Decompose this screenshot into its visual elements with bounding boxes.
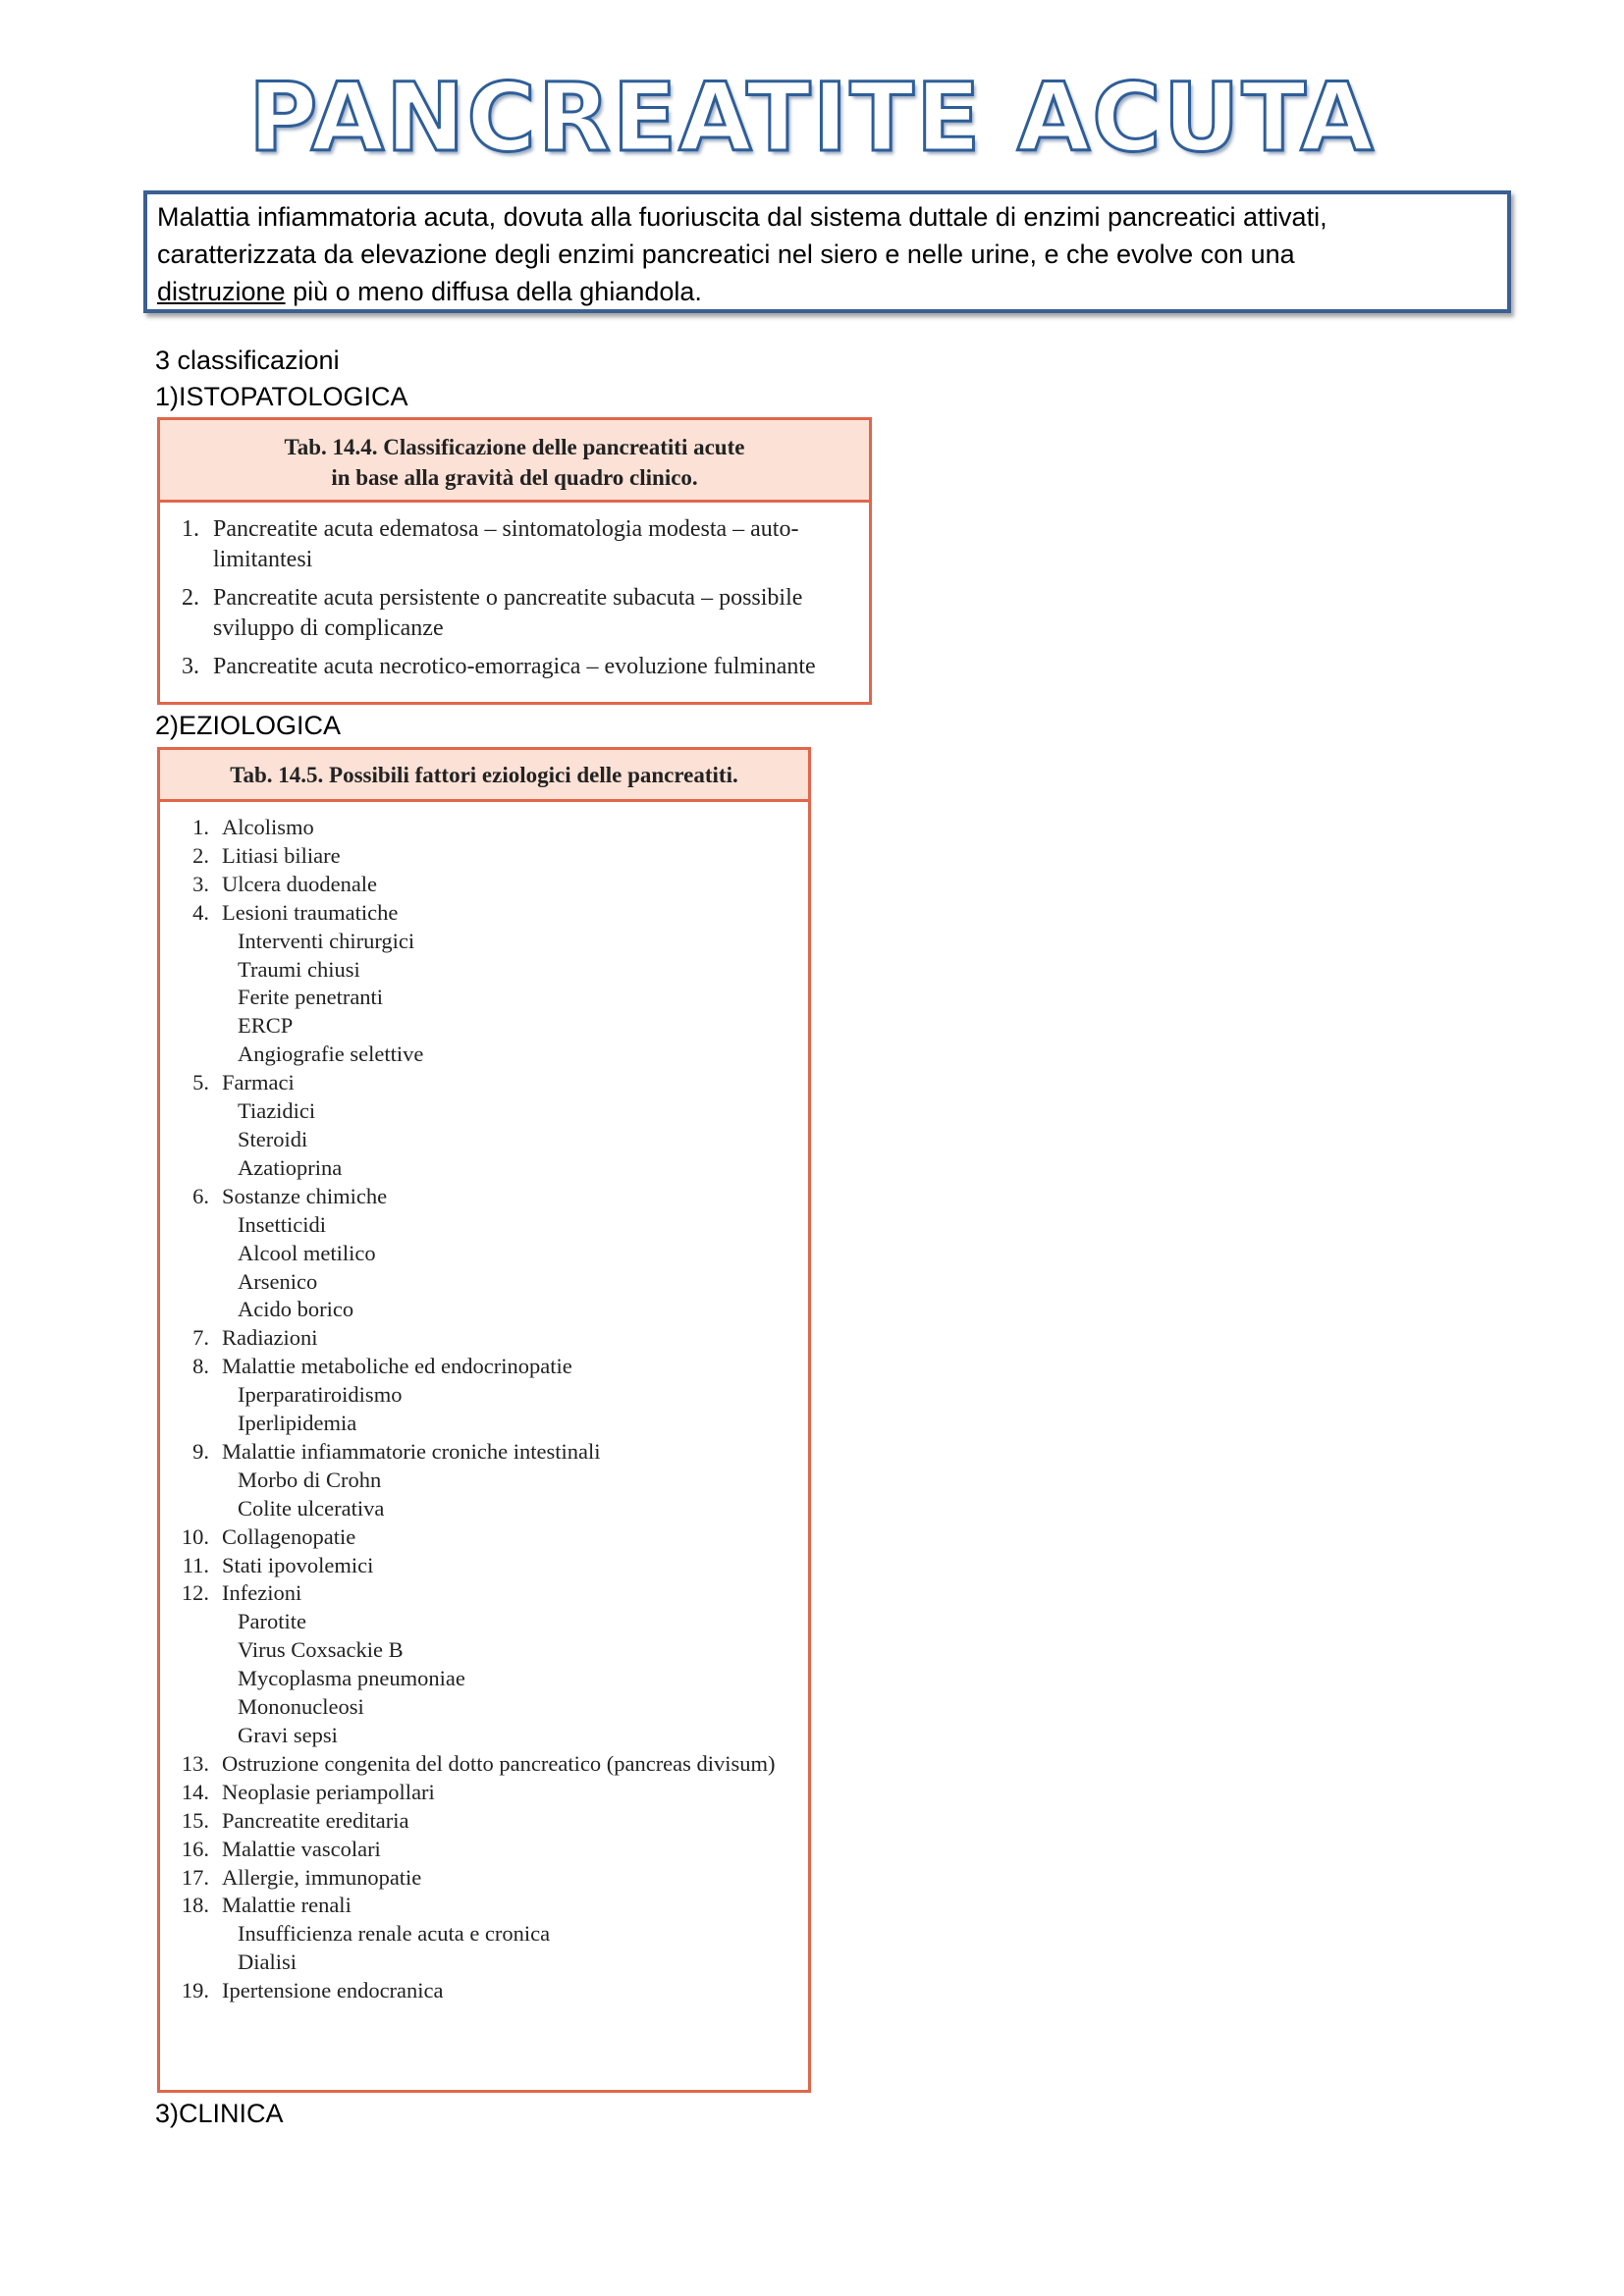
table2-item-label: Stati ipovolemici bbox=[222, 1552, 374, 1577]
table1-item-text: Pancreatite acuta persistente o pancreatite subacuta – possibile bbox=[213, 585, 803, 611]
table2-item-label: Malattie infiammatorie croniche intestinali bbox=[222, 1438, 601, 1464]
table2-item bbox=[160, 1750, 808, 1779]
table2-item bbox=[160, 1892, 808, 1977]
table2-sub-item: Alcool metilico bbox=[238, 1240, 376, 1265]
table2-item bbox=[160, 899, 808, 1069]
table2-sub-item: Dialisi bbox=[238, 1949, 297, 1975]
table1-item-text: Pancreatite acuta necrotico-emorragica – evoluzione fulminante bbox=[213, 654, 816, 679]
table2-sub-item: Arsenico bbox=[238, 1268, 318, 1294]
table2-item-number: 18. bbox=[181, 1893, 209, 1918]
table1-item-number: 3. bbox=[182, 654, 199, 679]
table2-item-number: 4. bbox=[192, 899, 209, 925]
definition-line-1: Malattia infiammatoria acuta, dovuta alla fuoriuscita dal sistema duttale di enzimi pancreatici attivati, bbox=[157, 202, 1327, 232]
table2-item bbox=[160, 1069, 808, 1183]
table2-item-label: Litiasi biliare bbox=[222, 842, 341, 868]
table1-item-number: 2. bbox=[182, 585, 199, 611]
table1-item-text: sviluppo di complicanze bbox=[213, 615, 444, 641]
table2-sub-item: Azatioprina bbox=[238, 1154, 343, 1180]
table2-item-label: Collagenopatie bbox=[222, 1523, 356, 1549]
table2-item bbox=[160, 842, 808, 871]
table2-item bbox=[160, 1579, 808, 1749]
table2-item-label: Malattie vascolari bbox=[222, 1836, 381, 1861]
table2-sub-item: Steroidi bbox=[238, 1126, 308, 1151]
table2-item-number: 13. bbox=[181, 1750, 209, 1776]
table2-item-number: 8. bbox=[192, 1354, 209, 1379]
table2-item-label: Malattie renali bbox=[222, 1893, 352, 1918]
table2-item-label: Allergie, immunopatie bbox=[222, 1864, 422, 1890]
table1-item-text: Pancreatite acuta edematosa – sintomatologia modesta – auto- bbox=[213, 516, 799, 542]
table2-sub-item: Iperlipidemia bbox=[238, 1411, 357, 1436]
table2-item bbox=[160, 1977, 808, 2005]
table2-item-number: 1. bbox=[192, 815, 209, 839]
table1-item bbox=[160, 583, 869, 644]
table2-item bbox=[160, 1438, 808, 1523]
table2-sub-item: Ferite penetranti bbox=[238, 985, 384, 1010]
table-classification-gravity bbox=[157, 417, 872, 705]
table2-sub-item: Acido borico bbox=[238, 1297, 354, 1322]
definition-line-3-rest: più o meno diffusa della ghiandola. bbox=[285, 277, 702, 306]
table1-item-text: limitantesi bbox=[213, 547, 313, 572]
definition-line-2: caratterizzata da elevazione degli enzimi pancreatici nel siero e nelle urine, e che evolve con una bbox=[157, 240, 1295, 269]
table2-item bbox=[160, 814, 808, 842]
table2-item-label: Neoplasie periampollari bbox=[222, 1779, 435, 1804]
table2-sub-item: Mononucleosi bbox=[238, 1694, 364, 1720]
table2-item-number: 7. bbox=[192, 1325, 209, 1351]
definition-box bbox=[143, 190, 1511, 313]
table-etiological-factors bbox=[157, 747, 811, 2093]
table2-item-number: 16. bbox=[181, 1836, 209, 1861]
table2-sub-item: Tiazidici bbox=[238, 1098, 316, 1124]
table2-item-label: Farmaci bbox=[222, 1070, 295, 1095]
table1-item bbox=[160, 652, 869, 682]
table2-item bbox=[160, 1864, 808, 1893]
table2-item bbox=[160, 1779, 808, 1807]
table2-item-label: Ostruzione congenita del dotto pancreatico (pancreas divisum) bbox=[222, 1750, 776, 1776]
table2-item-number: 19. bbox=[181, 1978, 209, 2003]
table1-title-line-2: in base alla gravità del quadro clinico. bbox=[331, 465, 698, 490]
table1-item bbox=[160, 514, 869, 575]
table1-header bbox=[160, 420, 869, 503]
table2-sub-item: Insetticidi bbox=[238, 1211, 326, 1237]
table2-item-label: Pancreatite ereditaria bbox=[222, 1807, 409, 1833]
section-heading-istopatologica: 1)ISTOPATOLOGICA bbox=[155, 382, 408, 411]
table2-sub-item: Iperparatiroidismo bbox=[238, 1382, 403, 1408]
table2-item-number: 12. bbox=[181, 1580, 209, 1606]
table2-item-number: 17. bbox=[181, 1864, 209, 1890]
table2-item bbox=[160, 1183, 808, 1325]
table2-item-number: 6. bbox=[192, 1183, 209, 1208]
table2-item-label: Lesioni traumatiche bbox=[222, 899, 399, 925]
table2-item bbox=[160, 1523, 808, 1552]
table2-sub-item: Gravi sepsi bbox=[238, 1723, 338, 1747]
table2-item-label: Radiazioni bbox=[222, 1325, 318, 1351]
table2-sub-item: Interventi chirurgici bbox=[238, 928, 415, 953]
table2-sub-item: Morbo di Crohn bbox=[238, 1467, 382, 1492]
table2-item bbox=[160, 871, 808, 899]
table2-sub-item: Angiografie selettive bbox=[238, 1041, 424, 1067]
table2-item bbox=[160, 1836, 808, 1864]
classifications-intro: 3 classificazioni bbox=[155, 346, 340, 375]
table2-item bbox=[160, 1807, 808, 1836]
table2-item-label: Infezioni bbox=[222, 1580, 302, 1606]
section-heading-clinica: 3)CLINICA bbox=[155, 2099, 284, 2128]
table2-header: Tab. 14.5. Possibili fattori eziologici delle pancreatiti. bbox=[160, 750, 808, 802]
table2-item bbox=[160, 1552, 808, 1580]
table2-item-number: 11. bbox=[182, 1552, 209, 1577]
page-title: PANCREATITE ACUTA bbox=[248, 63, 1376, 173]
table2-sub-item: Colite ulcerativa bbox=[238, 1495, 385, 1521]
table2-sub-item: Insufficienza renale acuta e cronica bbox=[238, 1921, 551, 1947]
section-heading-eziologica: 2)EZIOLOGICA bbox=[155, 711, 342, 740]
table2-item-number: 5. bbox=[192, 1070, 209, 1095]
table2-item-label: Ipertensione endocranica bbox=[222, 1978, 444, 2003]
table2-item-label: Sostanze chimiche bbox=[222, 1183, 388, 1208]
table2-item-number: 10. bbox=[181, 1523, 209, 1549]
table2-item-label: Malattie metaboliche ed endocrinopatie bbox=[222, 1354, 572, 1379]
table2-item bbox=[160, 1324, 808, 1353]
table2-sub-item: Virus Coxsackie B bbox=[238, 1637, 404, 1663]
table1-item-number: 1. bbox=[182, 516, 199, 542]
definition-line-3 bbox=[157, 273, 1497, 310]
table2-item-label: Alcolismo bbox=[222, 815, 314, 839]
table2-item-label: Ulcera duodenale bbox=[222, 871, 378, 896]
table2-sub-item: Traumi chiusi bbox=[238, 956, 360, 982]
table1-title-line-1: Tab. 14.4. Classificazione delle pancreatiti acute bbox=[284, 435, 745, 459]
table2-sub-item: ERCP bbox=[238, 1013, 294, 1039]
table1-body bbox=[160, 503, 869, 682]
definition-underlined-word: distruzione bbox=[157, 277, 286, 306]
table2-item bbox=[160, 1353, 808, 1438]
table2-item-number: 15. bbox=[181, 1807, 209, 1833]
table2-sub-item: Mycoplasma pneumoniae bbox=[238, 1666, 465, 1691]
table2-sub-item: Parotite bbox=[238, 1609, 306, 1634]
table2-item-number: 14. bbox=[181, 1779, 209, 1804]
table2-item-number: 3. bbox=[192, 871, 209, 896]
table2-body bbox=[160, 802, 808, 2005]
table2-item-number: 9. bbox=[192, 1438, 209, 1464]
table2-item-number: 2. bbox=[192, 842, 209, 868]
